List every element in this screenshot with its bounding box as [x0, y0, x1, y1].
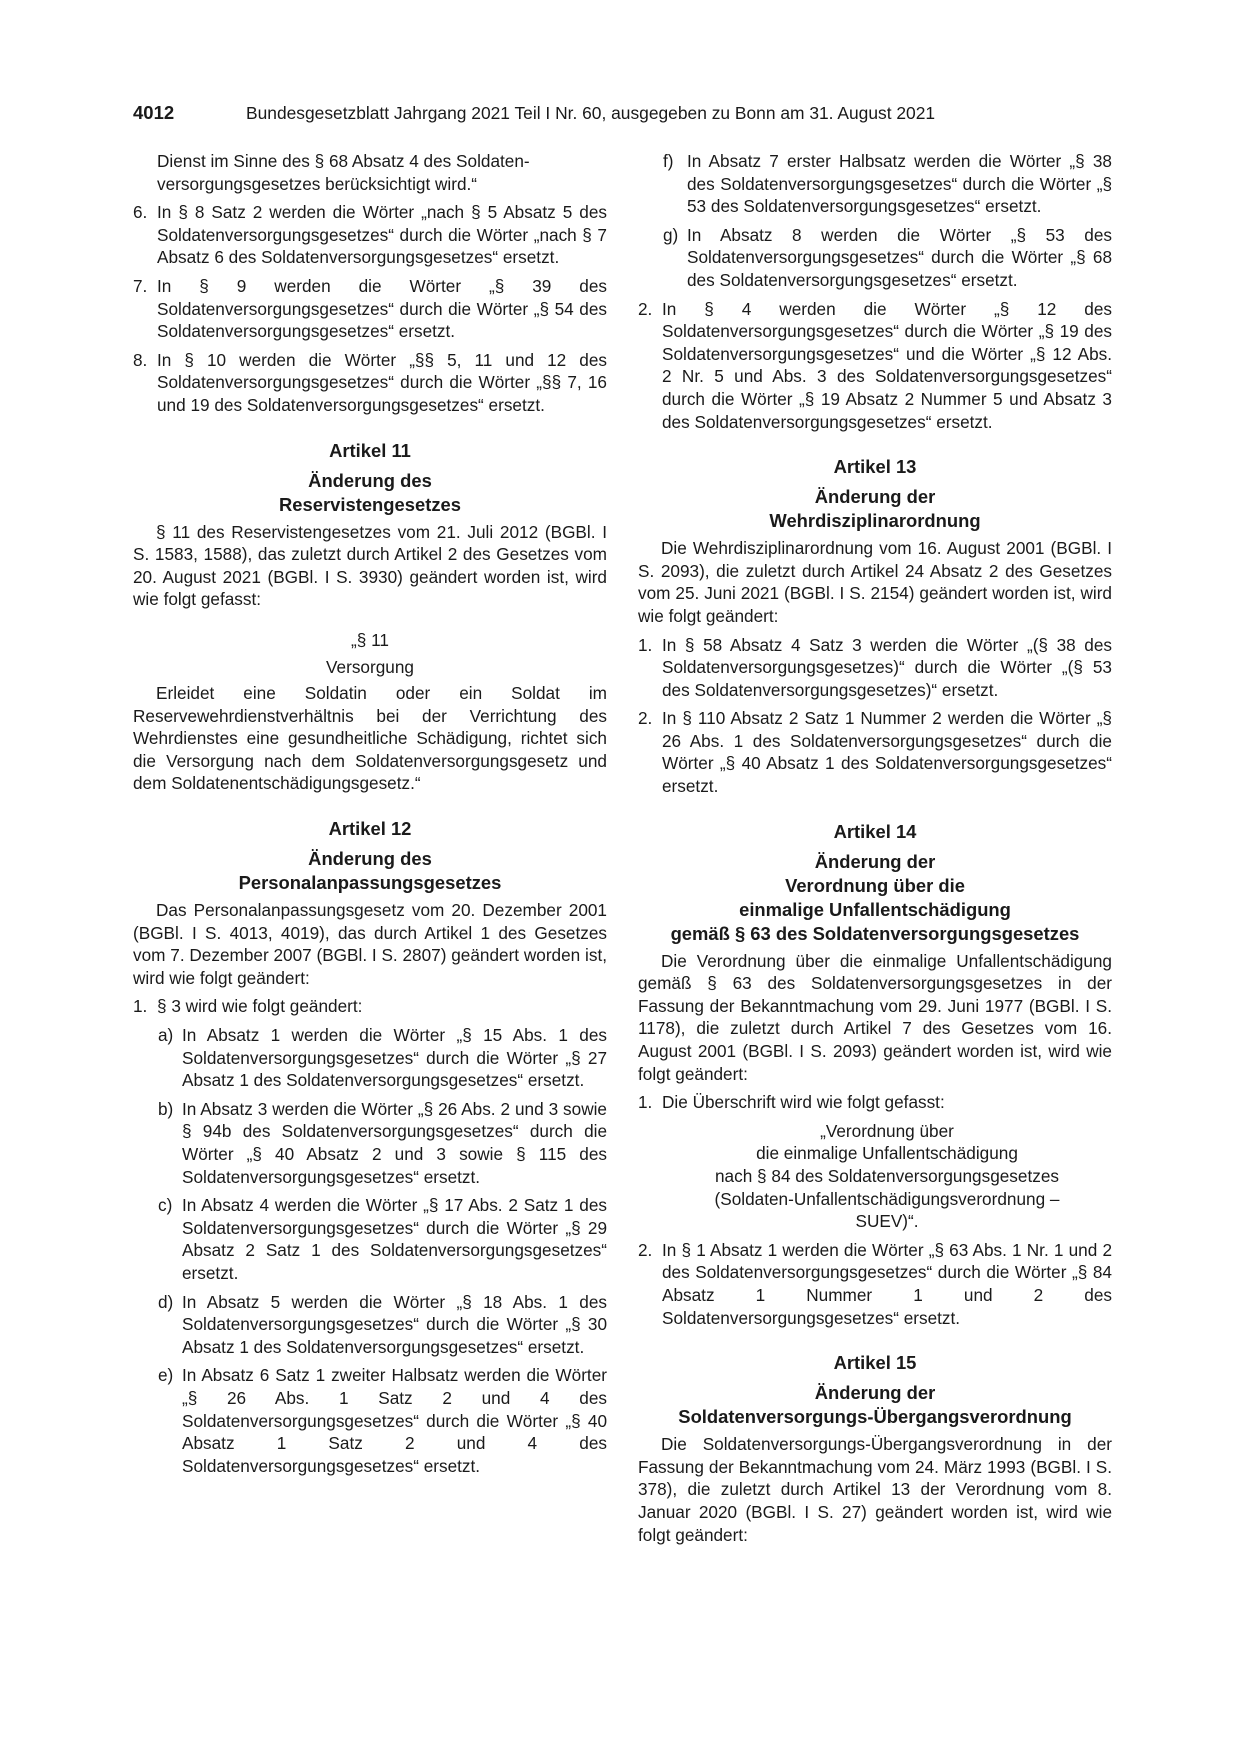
list-item-number: 2.	[638, 708, 653, 729]
article-12-title: Artikel 12	[328, 818, 412, 840]
list-item-number: 8.	[133, 349, 148, 370]
quoted-title-line: nach § 84 des Soldatenversorgungsgesetzes	[715, 1166, 1059, 1186]
paragraph-title: Versorgung	[326, 656, 414, 677]
sub-item-letter: d)	[158, 1291, 174, 1312]
list-item-text: § 3 wird wie folgt geändert:	[157, 996, 363, 1017]
quoted-title	[662, 1120, 1112, 1233]
list-item-text: In § 58 Absatz 4 Satz 3 werden die Wörter „(§ 38 des Soldatenversorgungsgesetzes)“ durch die Wörter „(§ 53 des Soldatenversorgungsgesetzes)“ ersetzt.	[662, 634, 1112, 700]
sub-item	[158, 1194, 607, 1284]
list-item-number: 6.	[133, 202, 148, 223]
article-13-subtitle: Änderung der	[814, 486, 936, 508]
list-item-text: In § 110 Absatz 2 Satz 1 Nummer 2 werden die Wörter „§ 26 Abs. 1 des Soldatenversorgungsgesetzes“ durch die Wörter „§ 40 Absatz 1 des Soldatenversorgungsgesetzes“ ersetzt.	[662, 708, 1112, 797]
sub-item	[663, 224, 1112, 292]
sub-item	[158, 1098, 607, 1188]
sub-item-text: In Absatz 5 werden die Wörter „§ 18 Abs. 1 des Soldatenversorgungsgesetzes“ durch die Wörter „§ 30 Absatz 1 des Soldatenversorgungsgesetzes“ ersetzt.	[182, 1291, 607, 1357]
sub-item-text: In Absatz 4 werden die Wörter „§ 17 Abs. 2 Satz 1 des Soldatenversorgungsgesetzes“ durch die Wörter „§ 29 Absatz 2 Satz 1 des Soldatenversorgungsgesetzes“ ersetzt.	[182, 1195, 607, 1283]
paragraph-sign: „§ 11	[351, 629, 389, 650]
list-item	[133, 201, 607, 269]
sub-item-letter: c)	[158, 1195, 173, 1216]
quoted-title-line: SUEV)“.	[855, 1211, 919, 1232]
list-item-text: In § 4 werden die Wörter „§ 12 des Soldatenversorgungsgesetzes“ durch die Wörter „§ 19 des Soldatenversorgungsgesetzes“ und die Wörter „§ 12 Abs. 2 Nr. 5 und Abs. 3 des Soldatenversorgungsgesetzes“ durch die Wörter „§ 19 Absatz 2 Nummer 5 und Absatz 3 des Soldatenversorgungsgesetzes“ ersetzt.	[662, 298, 1112, 432]
list-item-text: Die Überschrift wird wie folgt gefasst:	[662, 1092, 945, 1113]
sub-item	[158, 1364, 607, 1477]
sub-item	[158, 1024, 607, 1092]
list-item	[638, 1239, 1112, 1329]
sub-item-letter: e)	[158, 1365, 174, 1386]
list-item	[638, 707, 1112, 797]
list-item	[133, 995, 607, 1018]
list-item-number: 1.	[638, 634, 653, 655]
sub-item	[158, 1291, 607, 1359]
left-column	[133, 150, 607, 1477]
list-item	[133, 275, 607, 343]
article-13-title: Artikel 13	[833, 456, 917, 478]
paragraph-text: Erleidet eine Soldatin oder ein Soldat im Reservewehrdienstverhältnis bei der Verrichtung des Wehrdienstes eine gesundheitliche Schädigung, richtet sich die Versorgung nach dem Soldatenversorgungsgesetz und dem Soldatenentschädigungsgesetz.“	[133, 683, 607, 794]
list-item	[638, 1091, 1112, 1114]
list-item-text: In § 9 werden die Wörter „§ 39 des Soldatenversorgungsgesetzes“ durch die Wörter „§ 54 des Soldatenversorgungsgesetzes“ ersetzt.	[157, 275, 607, 342]
list-item	[133, 349, 607, 417]
list-item-number: 1.	[638, 1092, 653, 1113]
article-12-subtitle: Personalanpassungsgesetzes	[238, 872, 502, 894]
article-14-subtitle: Verordnung über die	[785, 874, 965, 896]
page-header	[133, 100, 1113, 126]
sub-item-text: In Absatz 7 erster Halbsatz werden die Wörter „§ 38 des Soldatenversorgungsgesetzes“ durch die Wörter „§ 53 des Soldatenversorgungsgesetzes“ ersetzt.	[687, 151, 1112, 217]
article-12-intro: Das Personalanpassungsgesetz vom 20. Dezember 2001 (BGBl. I S. 4013, 4019), das durch Artikel 1 des Gesetzes vom 7. Dezember 2007 (BGBl. I S. 2807) geändert worden ist, wird wie folgt geändert:	[133, 900, 607, 988]
right-column	[638, 150, 1112, 1546]
page-number: 4012	[133, 102, 175, 123]
list-item-text: In § 8 Satz 2 werden die Wörter „nach § 5 Absatz 5 des Soldatenversorgungsgesetzes“ durch die Wörter „nach § 7 Absatz 6 des Soldatenversorgungsgesetzes“ ersetzt.	[157, 202, 607, 268]
article-13-intro: Die Wehrdisziplinarordnung vom 16. August 2001 (BGBl. I S. 2093), die zuletzt durch Artikel 24 Absatz 2 des Gesetzes vom 25. Juni 2021 (BGBl. I S. 2154) geändert worden ist, wird wie folgt geändert:	[638, 538, 1112, 626]
article-14-subtitle: gemäß § 63 des Soldatenversorgungsgesetzes	[670, 922, 1080, 944]
article-15-intro: Die Soldatenversorgungs-Übergangsverordnung in der Fassung der Bekanntmachung vom 24. März 1993 (BGBl. I S. 378), die zuletzt durch Artikel 13 der Verordnung vom 8. Januar 2020 (BGBl. I S. 27) geändert worden ist, wird wie folgt geändert:	[638, 1434, 1112, 1545]
list-item-number: 1.	[133, 996, 148, 1017]
sub-item	[663, 150, 1112, 218]
sub-item-letter: f)	[663, 151, 674, 171]
sub-item-text: In Absatz 1 werden die Wörter „§ 15 Abs. 1 des Soldatenversorgungsgesetzes“ durch die Wörter „§ 27 Absatz 1 des Soldatenversorgungsgesetzes“ ersetzt.	[182, 1025, 607, 1091]
article-15-subtitle: Änderung der	[814, 1382, 936, 1404]
article-14-subtitle: Änderung der	[814, 850, 936, 872]
sub-item-letter: a)	[158, 1025, 174, 1046]
quoted-title-line: die einmalige Unfallentschädigung	[756, 1143, 1018, 1164]
article-11-intro: § 11 des Reservistengesetzes vom 21. Juli 2012 (BGBl. I S. 1583, 1588), das zuletzt durch Artikel 2 des Gesetzes vom 20. August 2021 (BGBl. I S. 3930) geändert worden ist, wird wie folgt gefasst:	[133, 521, 607, 610]
article-14-intro: Die Verordnung über die einmalige Unfallentschädigung gemäß § 63 des Soldatenversorgungsgesetzes in der Fassung der Bekanntmachung vom 29. Juni 1977 (BGBl. I S. 1178), die zuletzt durch Artikel 7 des Gesetzes vom 16. August 2001 (BGBl. I S. 2093) geändert worden ist, wird wie folgt geändert:	[638, 950, 1112, 1084]
sub-item-letter: b)	[158, 1098, 174, 1119]
quoted-title-line: „Verordnung über	[820, 1120, 954, 1141]
continued-line: Dienst im Sinne des § 68 Absatz 4 des Soldaten-	[157, 151, 530, 171]
article-11-subtitle: Änderung des	[308, 469, 432, 491]
article-14-subtitle: einmalige Unfallentschädigung	[739, 898, 1011, 920]
article-12-subtitle: Änderung des	[308, 848, 432, 870]
list-item-text: In § 1 Absatz 1 werden die Wörter „§ 63 Abs. 1 Nr. 1 und 2 des Soldatenversorgungsgesetzes“ durch die Wörter „§ 84 Absatz 1 Nummer 1 und 2 des Soldatenversorgungsgesetzes“ ersetzt.	[662, 1239, 1112, 1328]
list-item-number: 2.	[638, 298, 653, 319]
continued-text	[157, 150, 607, 195]
continued-line: versorgungsgesetzes berücksichtigt wird.“	[157, 173, 478, 194]
list-item	[638, 298, 1112, 434]
sub-item-letter: g)	[663, 224, 679, 245]
list-item-number: 2.	[638, 1239, 653, 1260]
sub-item-text: In Absatz 3 werden die Wörter „§ 26 Abs. 2 und 3 sowie § 94b des Soldatenversorgungsgesetzes“ durch die Wörter „§ 40 Absatz 2 und 3 sowie § 115 des Soldatenversorgungsgesetzes“ ersetzt.	[182, 1098, 607, 1187]
article-14-title: Artikel 14	[833, 820, 917, 842]
article-11-title: Artikel 11	[329, 439, 411, 461]
list-item	[638, 634, 1112, 702]
list-item-text: In § 10 werden die Wörter „§§ 5, 11 und 12 des Soldatenversorgungsgesetzes“ durch die Wörter „§§ 7, 16 und 19 des Soldatenversorgungsgesetzes“ ersetzt.	[157, 349, 607, 415]
sub-item-text: In Absatz 6 Satz 1 zweiter Halbsatz werden die Wörter „§ 26 Abs. 1 Satz 2 und 4 des Soldatenversorgungsgesetzes“ durch die Wörter „§ 40 Absatz 1 Satz 2 und 4 des Soldatenversorgungsgesetzes“ ersetzt.	[182, 1365, 607, 1476]
article-13-subtitle: Wehrdisziplinarordnung	[769, 510, 981, 532]
article-15-subtitle: Soldatenversorgungs-Übergangsverordnung	[678, 1406, 1072, 1428]
quoted-title-line: (Soldaten-Unfallentschädigungsverordnung –	[714, 1188, 1060, 1209]
article-15-title: Artikel 15	[833, 1352, 917, 1374]
sub-item-text: In Absatz 8 werden die Wörter „§ 53 des Soldatenversorgungsgesetzes“ durch die Wörter „§ 68 des Soldatenversorgungsgesetzes“ ersetzt.	[687, 224, 1112, 290]
article-11-subtitle: Reservistengesetzes	[279, 493, 461, 515]
list-item-number: 7.	[133, 275, 148, 296]
running-title: Bundesgesetzblatt Jahrgang 2021 Teil I Nr. 60, ausgegeben zu Bonn am 31. August 2021	[246, 103, 936, 123]
